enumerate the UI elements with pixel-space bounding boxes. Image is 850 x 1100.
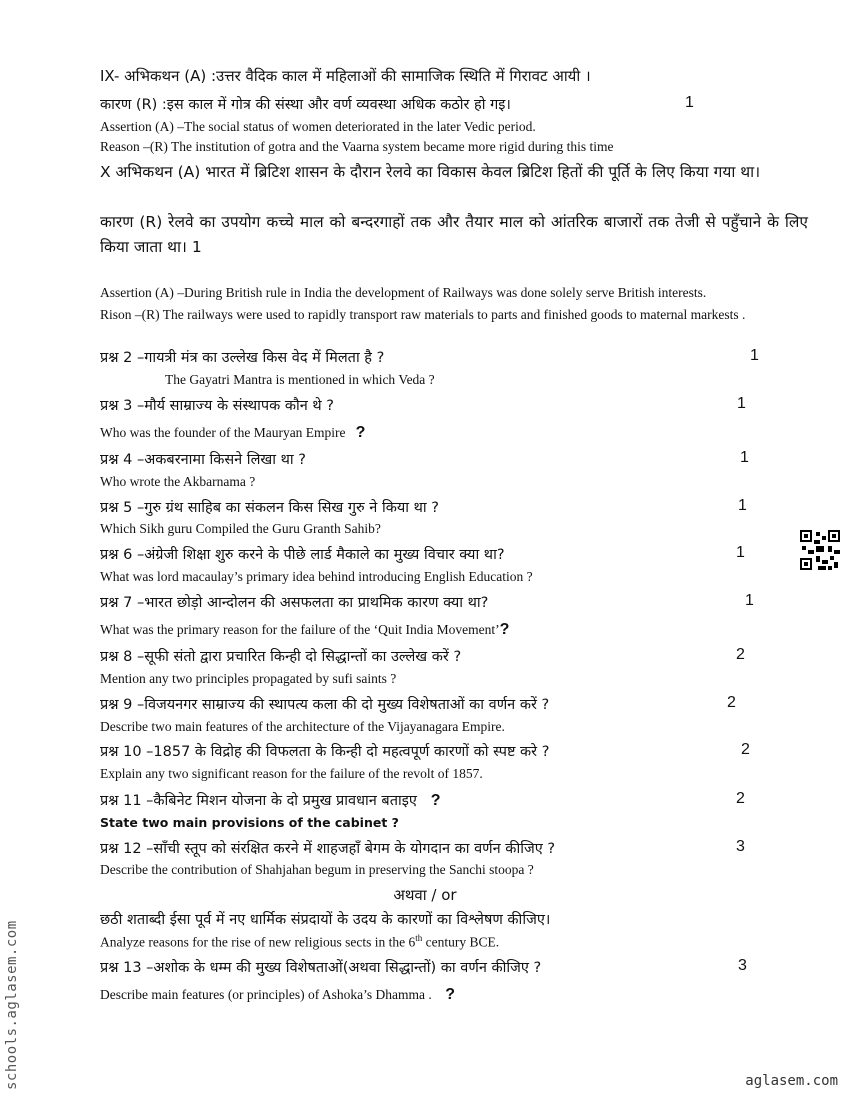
marks-q8: 2 [736,646,745,663]
reason-ix-hindi: कारण (R) :इस काल में गोत्र की संस्था और वर्ण व्यवस्था अधिक कठोर हो गइ। [100,97,511,113]
question-13-hindi: प्रश्न 13 –अशोक के धम्म की मुख्य विशेषताओं(अथवा सिद्धान्तों) का वर्णन कीजिए ? [100,960,542,976]
or-question-hindi: छठी शताब्दी ईसा पूर्व में नए धार्मिक संप्रदायों के उदय के कारणों का विश्लेषण कीजिए। [100,912,551,928]
footer-watermark: aglasem.com [745,1073,838,1089]
question-5-hindi: प्रश्न 5 –गुरु ग्रंथ साहिब का संकलन किस सिख गुरु ने किया था ? [100,500,439,516]
reason-ix-english: Reason –(R) The institution of gotra and the Vaarna system became more rigid during this time [100,139,614,154]
question-12-hindi: प्रश्न 12 –साँची स्तूप को संरक्षित करने में शाहजहाँ बेगम के योगदान का वर्णन कीजिए ? [100,841,556,857]
marks-q2: 1 [750,347,759,364]
marks-q11: 2 [736,790,745,807]
or-divider: अथवा / or [393,886,457,904]
question-8-english: Mention any two principles propagated by sufi saints ? [100,671,397,686]
question-6-hindi: प्रश्न 6 –अंग्रेजी शिक्षा शुरु करने के पीछे लार्ड मैकाले का मुख्य विचार क्या था? [100,547,505,563]
assertion-x-english: Assertion (A) –During British rule in India the development of Railways was done solely serve British interests. [100,285,707,300]
question-2-english: The Gayatri Mantra is mentioned in which Veda ? [165,372,435,387]
or-question-english: Analyze reasons for the rise of new religious sects in the 6th century BCE. [100,933,500,950]
marks-q12: 3 [736,838,745,855]
marks-ix: 1 [685,94,694,111]
assertion-ix-hindi: IX- अभिकथन (A) :उत्तर वैदिक काल में महिलाओं की सामाजिक स्थिति में गिरावट आयी । [100,67,591,85]
marks-q7: 1 [745,592,754,609]
question-11-hindi: प्रश्न 11 –कैबिनेट मिशन योजना के दो प्रमुख प्रावधान बताइए ? [100,792,441,809]
assertion-ix-english: Assertion (A) –The social status of women deteriorated in the later Vedic period. [100,119,536,134]
question-10-english: Explain any two significant reason for the failure of the revolt of 1857. [100,766,483,781]
marks-q5: 1 [738,497,747,514]
question-2-hindi: प्रश्न 2 –गायत्री मंत्र का उल्लेख किस वेद में मिलता है ? [100,350,385,366]
question-3-english: Who was the founder of the Mauryan Empire ? [100,424,366,441]
question-11-english: State two main provisions of the cabinet ? [100,815,399,830]
side-watermark: schools.aglasem.com [4,920,20,1090]
question-7-english: What was the primary reason for the failure of the ‘Quit India Movement’? [100,621,510,638]
marks-q10: 2 [741,741,750,758]
question-5-english: Which Sikh guru Compiled the Guru Granth Sahib? [100,521,381,536]
question-7-hindi: प्रश्न 7 –भारत छोड़ो आन्दोलन की असफलता का प्राथमिक कारण क्या था? [100,595,489,611]
question-12-english: Describe the contribution of Shahjahan begum in preserving the Sanchi stoopa ? [100,862,534,877]
qr-code-icon [800,530,840,570]
question-9-english: Describe two main features of the architecture of the Vijayanagara Empire. [100,719,505,734]
marks-q4: 1 [740,449,749,466]
marks-q3: 1 [737,395,746,412]
question-9-hindi: प्रश्न 9 –विजयनगर साम्राज्य की स्थापत्य कला की दो मुख्य विशेषताओं का वर्णन करें ? [100,697,550,713]
marks-q13: 3 [738,957,747,974]
question-4-english: Who wrote the Akbarnama ? [100,474,256,489]
assertion-x-hindi: X अभिकथन (A) भारत में ब्रिटिश शासन के दौरान रेलवे का विकास केवल ब्रिटिश हितों की पूर्ति के लिए किया गया था। [100,163,761,181]
question-4-hindi: प्रश्न 4 –अकबरनामा किसने लिखा था ? [100,452,306,468]
question-3-hindi: प्रश्न 3 –मौर्य साम्राज्य के संस्थापक कौन थे ? [100,398,334,414]
marks-q9: 2 [727,694,736,711]
question-13-english: Describe main features (or principles) of Ashoka’s Dhamma . ? [100,986,456,1003]
reason-x-english: Rison –(R) The railways were used to rapidly transport raw materials to parts and finished goods to maternal markests . [100,307,746,322]
reason-x-hindi: कारण (R) रेलवे का उपयोग कच्चे माल को बन्दरगाहों तक और तैयार माल को आंतरिक बाजारों तक तेजी से पहुँचाने के लिए किया जाता था। 1 [100,213,808,256]
question-6-english: What was lord macaulay’s primary idea behind introducing English Education ? [100,569,533,584]
marks-q6: 1 [736,544,745,561]
question-10-hindi: प्रश्न 10 –1857 के विद्रोह की विफलता के किन्ही दो महत्वपूर्ण कारणों को स्पष्ट करे ? [100,744,550,760]
question-8-hindi: प्रश्न 8 –सूफी संतो द्वारा प्रचारित किन्ही दो सिद्धान्तों का उल्लेख करें ? [100,649,462,665]
